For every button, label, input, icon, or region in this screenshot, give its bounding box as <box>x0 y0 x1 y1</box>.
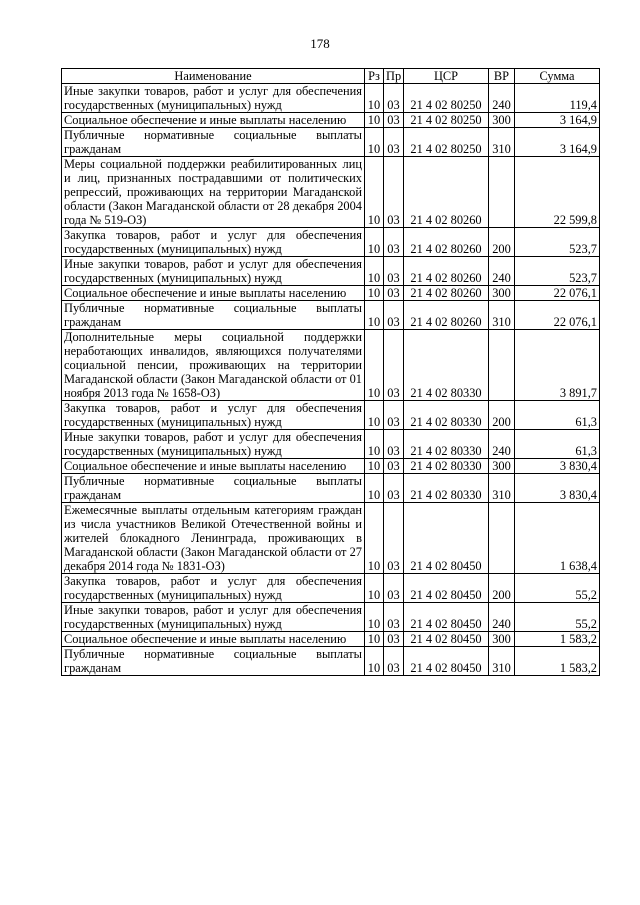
cell-csr: 21 4 02 80330 <box>404 459 489 474</box>
cell-name: Социальное обеспечение и иные выплаты населению <box>62 113 365 128</box>
cell-pr: 03 <box>384 157 404 228</box>
cell-vr: 310 <box>489 128 515 157</box>
cell-csr: 21 4 02 80330 <box>404 474 489 503</box>
table-header-row <box>62 69 600 84</box>
table-row <box>62 113 600 128</box>
table-row <box>62 647 600 676</box>
cell-pr: 03 <box>384 84 404 113</box>
cell-name: Закупка товаров, работ и услуг для обеспечения государственных (муниципальных) нужд <box>62 228 365 257</box>
table-row <box>62 128 600 157</box>
table-row <box>62 474 600 503</box>
cell-name: Публичные нормативные социальные выплаты гражданам <box>62 474 365 503</box>
cell-csr: 21 4 02 80330 <box>404 430 489 459</box>
cell-csr: 21 4 02 80450 <box>404 503 489 574</box>
cell-name: Ежемесячные выплаты отдельным категориям граждан из числа участников Великой Отечественной войны и жителей блокадного Ленинграда, проживающих в Магаданской области (Закон Магаданской области от 27 декабря 2014 года № 1831-ОЗ) <box>62 503 365 574</box>
cell-sum: 523,7 <box>515 257 600 286</box>
cell-vr: 310 <box>489 474 515 503</box>
table-row <box>62 286 600 301</box>
column-header-name: Наименование <box>62 69 365 84</box>
cell-name: Иные закупки товаров, работ и услуг для обеспечения государственных (муниципальных) нужд <box>62 84 365 113</box>
table-row <box>62 84 600 113</box>
column-header-pr: Пр <box>384 69 404 84</box>
cell-csr: 21 4 02 80260 <box>404 286 489 301</box>
table-row <box>62 330 600 401</box>
cell-name: Социальное обеспечение и иные выплаты населению <box>62 459 365 474</box>
cell-sum: 1 638,4 <box>515 503 600 574</box>
cell-csr: 21 4 02 80330 <box>404 330 489 401</box>
table-row <box>62 301 600 330</box>
table-row <box>62 459 600 474</box>
cell-vr: 240 <box>489 603 515 632</box>
cell-vr: 200 <box>489 574 515 603</box>
cell-csr: 21 4 02 80330 <box>404 401 489 430</box>
table-row <box>62 401 600 430</box>
cell-pr: 03 <box>384 286 404 301</box>
budget-table <box>61 68 600 676</box>
table-row <box>62 603 600 632</box>
cell-csr: 21 4 02 80260 <box>404 157 489 228</box>
cell-sum: 1 583,2 <box>515 632 600 647</box>
cell-rz: 10 <box>365 603 384 632</box>
cell-rz: 10 <box>365 257 384 286</box>
cell-pr: 03 <box>384 474 404 503</box>
cell-csr: 21 4 02 80250 <box>404 113 489 128</box>
cell-rz: 10 <box>365 430 384 459</box>
cell-rz: 10 <box>365 301 384 330</box>
cell-pr: 03 <box>384 113 404 128</box>
cell-csr: 21 4 02 80450 <box>404 647 489 676</box>
cell-pr: 03 <box>384 228 404 257</box>
cell-sum: 3 830,4 <box>515 474 600 503</box>
cell-name: Публичные нормативные социальные выплаты гражданам <box>62 128 365 157</box>
cell-sum: 61,3 <box>515 401 600 430</box>
cell-rz: 10 <box>365 128 384 157</box>
table-row <box>62 430 600 459</box>
cell-pr: 03 <box>384 503 404 574</box>
cell-pr: 03 <box>384 632 404 647</box>
cell-csr: 21 4 02 80260 <box>404 301 489 330</box>
table-row <box>62 632 600 647</box>
table-row <box>62 228 600 257</box>
cell-vr <box>489 157 515 228</box>
cell-pr: 03 <box>384 301 404 330</box>
cell-vr: 240 <box>489 257 515 286</box>
cell-rz: 10 <box>365 647 384 676</box>
cell-sum: 3 891,7 <box>515 330 600 401</box>
cell-name: Социальное обеспечение и иные выплаты населению <box>62 286 365 301</box>
cell-rz: 10 <box>365 330 384 401</box>
cell-vr: 200 <box>489 228 515 257</box>
cell-vr: 300 <box>489 286 515 301</box>
cell-rz: 10 <box>365 84 384 113</box>
cell-sum: 119,4 <box>515 84 600 113</box>
cell-name: Социальное обеспечение и иные выплаты населению <box>62 632 365 647</box>
cell-rz: 10 <box>365 459 384 474</box>
cell-rz: 10 <box>365 228 384 257</box>
cell-vr <box>489 330 515 401</box>
page-number: 178 <box>310 36 330 51</box>
cell-sum: 22 599,8 <box>515 157 600 228</box>
cell-rz: 10 <box>365 574 384 603</box>
cell-sum: 22 076,1 <box>515 286 600 301</box>
column-header-vr: ВР <box>489 69 515 84</box>
table-row <box>62 157 600 228</box>
cell-vr: 310 <box>489 647 515 676</box>
cell-pr: 03 <box>384 257 404 286</box>
column-header-csr: ЦСР <box>404 69 489 84</box>
table-body <box>62 84 600 676</box>
cell-vr: 240 <box>489 84 515 113</box>
cell-sum: 3 164,9 <box>515 128 600 157</box>
cell-name: Иные закупки товаров, работ и услуг для обеспечения государственных (муниципальных) нужд <box>62 603 365 632</box>
cell-pr: 03 <box>384 430 404 459</box>
cell-rz: 10 <box>365 286 384 301</box>
cell-sum: 3 164,9 <box>515 113 600 128</box>
cell-vr: 240 <box>489 430 515 459</box>
cell-pr: 03 <box>384 330 404 401</box>
cell-name: Закупка товаров, работ и услуг для обеспечения государственных (муниципальных) нужд <box>62 574 365 603</box>
table-row <box>62 574 600 603</box>
cell-csr: 21 4 02 80450 <box>404 603 489 632</box>
cell-csr: 21 4 02 80250 <box>404 84 489 113</box>
cell-sum: 3 830,4 <box>515 459 600 474</box>
cell-pr: 03 <box>384 459 404 474</box>
cell-vr: 300 <box>489 459 515 474</box>
cell-name: Дополнительные меры социальной поддержки неработающих инвалидов, являющихся получателями социальной пенсии, проживающих на территории Магаданской области (Закон Магаданской области от 01 ноября 2013 года № 1658-ОЗ) <box>62 330 365 401</box>
cell-csr: 21 4 02 80250 <box>404 128 489 157</box>
cell-rz: 10 <box>365 113 384 128</box>
cell-name: Закупка товаров, работ и услуг для обеспечения государственных (муниципальных) нужд <box>62 401 365 430</box>
cell-csr: 21 4 02 80450 <box>404 574 489 603</box>
cell-name: Иные закупки товаров, работ и услуг для обеспечения государственных (муниципальных) нужд <box>62 430 365 459</box>
cell-name: Публичные нормативные социальные выплаты гражданам <box>62 647 365 676</box>
cell-csr: 21 4 02 80450 <box>404 632 489 647</box>
cell-sum: 55,2 <box>515 574 600 603</box>
column-header-sum: Сумма <box>515 69 600 84</box>
cell-pr: 03 <box>384 574 404 603</box>
cell-rz: 10 <box>365 632 384 647</box>
cell-rz: 10 <box>365 157 384 228</box>
cell-csr: 21 4 02 80260 <box>404 257 489 286</box>
cell-vr: 200 <box>489 401 515 430</box>
table-row <box>62 257 600 286</box>
cell-sum: 22 076,1 <box>515 301 600 330</box>
cell-rz: 10 <box>365 401 384 430</box>
cell-sum: 61,3 <box>515 430 600 459</box>
cell-vr <box>489 503 515 574</box>
cell-pr: 03 <box>384 603 404 632</box>
cell-pr: 03 <box>384 128 404 157</box>
column-header-rz: Рз <box>365 69 384 84</box>
table-row <box>62 503 600 574</box>
cell-vr: 300 <box>489 113 515 128</box>
cell-pr: 03 <box>384 647 404 676</box>
cell-csr: 21 4 02 80260 <box>404 228 489 257</box>
cell-sum: 55,2 <box>515 603 600 632</box>
cell-name: Публичные нормативные социальные выплаты гражданам <box>62 301 365 330</box>
cell-vr: 300 <box>489 632 515 647</box>
cell-pr: 03 <box>384 401 404 430</box>
cell-sum: 523,7 <box>515 228 600 257</box>
cell-vr: 310 <box>489 301 515 330</box>
cell-rz: 10 <box>365 474 384 503</box>
cell-name: Меры социальной поддержки реабилитированных лиц и лиц, признанных пострадавшими от политических репрессий, проживающих на территории Магаданской области (Закон Магаданской области от 28 декабря 2004 года № 519-ОЗ) <box>62 157 365 228</box>
cell-sum: 1 583,2 <box>515 647 600 676</box>
cell-name: Иные закупки товаров, работ и услуг для обеспечения государственных (муниципальных) нужд <box>62 257 365 286</box>
cell-rz: 10 <box>365 503 384 574</box>
